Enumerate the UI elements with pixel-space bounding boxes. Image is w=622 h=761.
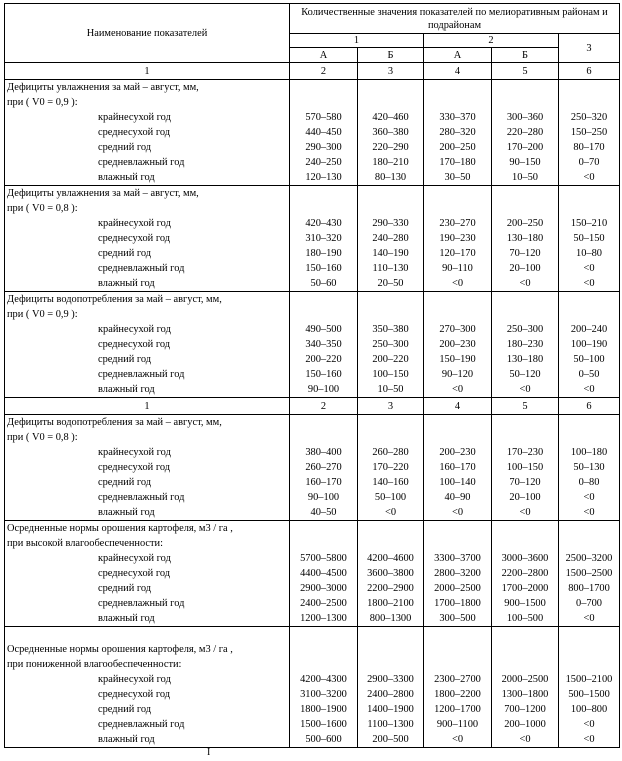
value-cell [424,627,492,748]
subdistrict: Б [492,48,559,63]
value: 200–220 [372,354,409,365]
value: 190–230 [439,233,476,244]
value: 260–280 [372,447,409,458]
value: <0 [583,507,595,518]
value-cell [424,292,492,398]
col-number: 2 [290,63,358,80]
year-label: средний год [98,583,152,594]
value: 150–210 [570,218,608,229]
value-cell [424,80,492,186]
section-row [5,521,620,627]
value: 250–300 [372,339,409,350]
value: 180–210 [372,157,409,168]
year-label: крайнесухой год [98,112,171,123]
year-label: средневлажный год [98,157,185,168]
value: 3000–3600 [501,553,549,564]
column-numbers-row-repeat [5,398,620,415]
value-cell [290,415,358,521]
value: 90–150 [509,157,541,168]
col-number: 4 [424,398,492,415]
value: 1100–1300 [367,719,414,730]
value: <0 [519,384,531,395]
value: 500–1500 [568,689,610,700]
value-cell [492,292,559,398]
section-name-cell [5,186,290,292]
value: 250–300 [506,324,544,335]
value: 120–170 [439,248,476,259]
value: 300–500 [439,613,476,624]
section-row [5,627,620,748]
section-condition: при ( V0 = 0,8 ): [7,203,78,214]
value: 1200–1700 [434,704,481,715]
year-label: средневлажный год [98,369,185,380]
section-name-cell [5,627,290,748]
col-number: 2 [290,398,358,415]
value: 330–370 [439,112,476,123]
value: 100–150 [372,369,409,380]
value-cell [290,292,358,398]
value: 50–130 [573,462,605,473]
value: 140–160 [372,477,409,488]
value: 500–600 [305,734,342,745]
value-cell [559,627,620,748]
value-cell [492,80,559,186]
value-cell [559,292,620,398]
value: 50–100 [573,354,605,365]
value: <0 [583,719,595,730]
value: 800–1300 [369,613,412,624]
value-cell [559,415,620,521]
value: 900–1500 [504,598,546,609]
col-number: 5 [492,398,559,415]
value: 90–110 [442,263,473,274]
section-row [5,186,620,292]
year-label: среднесухой год [98,127,171,138]
value-cell [290,80,358,186]
value: 2300–2700 [434,674,481,685]
value: 200–240 [570,324,608,335]
value: 90–120 [441,369,474,380]
year-label: влажный год [98,507,155,518]
value-cell [424,186,492,292]
col-number: 3 [358,63,424,80]
value: 70–120 [509,477,541,488]
value: 270–300 [439,324,476,335]
value: 100–800 [570,704,608,715]
section-condition: при ( V0 = 0,9 ): [7,309,78,320]
value: <0 [583,734,595,745]
district-3: 3 [559,34,620,63]
value: 80–130 [374,172,407,183]
value: 90–100 [307,492,340,503]
subdistrict: А [424,48,492,63]
value: 100–180 [570,447,608,458]
value: <0 [519,278,531,289]
value: 1800–2100 [367,598,414,609]
value: <0 [384,507,397,518]
value: 40–50 [310,507,337,518]
value: <0 [451,384,464,395]
value: 700–1200 [504,704,546,715]
column-numbers-row [5,63,620,80]
value: 3300–3700 [434,553,481,564]
value: 1500–2100 [565,674,613,685]
value: 220–290 [372,142,409,153]
value: 260–270 [305,462,342,473]
value: 180–190 [305,248,342,259]
year-label: среднесухой год [98,339,171,350]
value: <0 [451,734,464,745]
year-label: крайнесухой год [98,674,171,685]
value: 2500–3200 [565,553,613,564]
section-condition: при высокой влагообеспеченности: [7,538,164,549]
value-cell [424,521,492,627]
section-row [5,80,620,186]
value-cell [358,80,424,186]
value: <0 [583,278,595,289]
value: 1300–1800 [501,689,549,700]
section-title: Осредненные нормы орошения картофеля, м3 / га , [7,644,233,655]
value: 420–460 [372,112,409,123]
value: 50–60 [310,278,337,289]
value: 290–330 [372,218,409,229]
value: 2000–2500 [501,674,549,685]
value: 440–450 [305,127,342,138]
section-name-cell [5,521,290,627]
section-name-cell [5,80,290,186]
value: 280–320 [439,127,476,138]
value: 340–350 [305,339,342,350]
value-cell [358,627,424,748]
value: 0–80 [578,477,600,488]
value: 130–180 [506,233,544,244]
value: 2000–2500 [434,583,481,594]
value-cell [358,292,424,398]
value: 1400–1900 [367,704,414,715]
value: 90–100 [307,384,340,395]
value-cell [290,521,358,627]
value: <0 [583,384,595,395]
section-condition: при ( V0 = 0,9 ): [7,97,78,108]
value: 250–320 [570,112,608,123]
value: 30–50 [444,172,471,183]
value: 20–100 [509,263,541,274]
year-label: средневлажный год [98,719,185,730]
value: 900–1100 [436,719,479,730]
value: 570–580 [305,112,342,123]
section-condition: при ( V0 = 0,8 ): [7,432,78,443]
value: 4400–4500 [300,568,347,579]
value: 2200–2800 [501,568,549,579]
value-cell [358,521,424,627]
value-cell [492,186,559,292]
value: 490–500 [305,324,342,335]
value: 150–160 [305,369,342,380]
value: 100–140 [439,477,476,488]
value: 2900–3000 [300,583,347,594]
value: <0 [451,507,464,518]
year-label: крайнесухой год [98,324,171,335]
text-cursor-icon: I [207,747,211,758]
value: <0 [583,492,595,503]
value: 240–280 [372,233,409,244]
year-label: среднесухой год [98,233,171,244]
value: 110–130 [372,263,409,274]
value: 50–150 [573,233,605,244]
value: 170–220 [372,462,409,473]
value: 200–220 [305,354,342,365]
year-label: средний год [98,248,152,259]
value: 200–230 [439,339,476,350]
value: 140–190 [372,248,409,259]
value-cell [358,186,424,292]
section-name-cell [5,415,290,521]
value-cell [424,415,492,521]
year-label: среднесухой год [98,568,171,579]
section-title: Дефициты водопотребления за май – август, мм, [7,417,222,428]
value: 10–50 [512,172,538,183]
value: 160–170 [439,462,476,473]
value-cell [290,186,358,292]
value: 20–50 [377,278,404,289]
year-label: влажный год [98,278,155,289]
year-label: средневлажный год [98,492,185,503]
value: 350–380 [372,324,409,335]
value: 4200–4600 [367,553,414,564]
value: 100–150 [506,462,544,473]
section-name-cell [5,292,290,398]
year-label: среднесухой год [98,689,171,700]
value: 170–230 [506,447,544,458]
year-label: влажный год [98,384,155,395]
district-2: 2 [424,34,559,48]
value: 4200–4300 [300,674,347,685]
value: 200–500 [372,734,409,745]
value: 1200–1300 [300,613,347,624]
section-row [5,292,620,398]
district-1: 1 [290,34,424,48]
header-name-cell: Наименование показателей [5,4,290,63]
value: 100–190 [570,339,608,350]
subdistrict: А [290,48,358,63]
value: <0 [451,278,464,289]
section-condition: при пониженной влагообеспеченности: [7,659,182,670]
value: 200–230 [439,447,476,458]
year-label: средний год [98,354,152,365]
value: 800–1700 [568,583,610,594]
value-cell [492,415,559,521]
value: 290–300 [305,142,342,153]
value: 220–280 [506,127,544,138]
value: 200–250 [506,218,544,229]
value: 50–100 [374,492,407,503]
value: 1500–1600 [300,719,347,730]
value: 40–90 [444,492,471,503]
value: <0 [583,613,595,624]
indicators-table [4,3,620,748]
value: 1800–1900 [300,704,347,715]
year-label: влажный год [98,172,155,183]
value: 0–50 [578,369,600,380]
value: 180–230 [506,339,544,350]
value-cell [492,521,559,627]
col-number: 1 [5,63,290,80]
value: 50–120 [509,369,541,380]
value-cell [559,80,620,186]
value: 3100–3200 [300,689,347,700]
year-label: средний год [98,142,152,153]
value: <0 [519,507,531,518]
value: 1500–2500 [565,568,613,579]
col-number: 6 [559,398,620,415]
value: 5700–5800 [300,553,347,564]
section-row [5,415,620,521]
value: 130–180 [506,354,544,365]
value: 360–380 [372,127,409,138]
value: 10–80 [576,248,602,259]
value: 20–100 [509,492,541,503]
value: 200–250 [439,142,476,153]
col-number: 3 [358,398,424,415]
value: 240–250 [305,157,342,168]
value: 300–360 [506,112,544,123]
value: <0 [583,172,595,183]
col-number: 1 [5,398,290,415]
value: 3600–3800 [367,568,414,579]
value-cell [559,521,620,627]
value: 2800–3200 [434,568,481,579]
value: <0 [519,734,531,745]
col-number: 4 [424,63,492,80]
value: 2400–2800 [367,689,414,700]
header-values-cell: Количественные значения показателей по мелиоративным районам и подрайонам [290,4,620,34]
value: 80–170 [573,142,605,153]
section-title: Дефициты водопотребления за май – август, мм, [7,294,222,305]
year-label: крайнесухой год [98,447,171,458]
value: 70–120 [509,248,541,259]
value: 420–430 [305,218,342,229]
value-cell [492,627,559,748]
value: 160–170 [305,477,342,488]
value-cell [358,415,424,521]
value: 10–50 [377,384,404,395]
value: 170–200 [506,142,544,153]
value: 2200–2900 [367,583,414,594]
col-number: 5 [492,63,559,80]
value: 0–70 [578,157,600,168]
value: 310–320 [305,233,342,244]
year-label: влажный год [98,613,155,624]
value: 1800–2200 [434,689,481,700]
year-label: средний год [98,704,152,715]
value: 100–500 [506,613,544,624]
year-label: средневлажный год [98,263,185,274]
value-cell [559,186,620,292]
value: 0–700 [576,598,602,609]
year-label: средний год [98,477,152,488]
value: 150–160 [305,263,342,274]
value: 230–270 [439,218,476,229]
col-number: 6 [559,63,620,80]
year-label: среднесухой год [98,462,171,473]
value: <0 [583,263,595,274]
value-cell [290,627,358,748]
subdistrict: Б [358,48,424,63]
year-label: влажный год [98,734,155,745]
section-title: Дефициты увлажнения за май – август, мм, [7,188,199,199]
value: 380–400 [305,447,342,458]
year-label: крайнесухой год [98,218,171,229]
section-title: Осредненные нормы орошения картофеля, м3 / га , [7,523,233,534]
section-title: Дефициты увлажнения за май – август, мм, [7,82,199,93]
value: 1700–2000 [501,583,549,594]
year-label: крайнесухой год [98,553,171,564]
value: 170–180 [439,157,476,168]
value: 120–130 [305,172,342,183]
value: 2400–2500 [300,598,347,609]
value: 1700–1800 [434,598,481,609]
value: 150–250 [570,127,608,138]
value: 200–1000 [504,719,546,730]
value: 150–190 [439,354,476,365]
year-label: средневлажный год [98,598,185,609]
value: 2900–3300 [367,674,414,685]
